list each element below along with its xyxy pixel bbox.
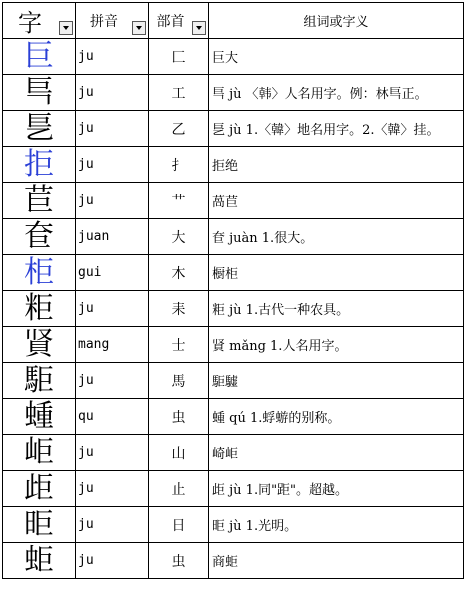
char-cell: 苣 <box>3 183 76 219</box>
pinyin-cell: juan <box>76 219 149 255</box>
table-row <box>3 399 464 435</box>
filter-dropdown-icon[interactable] <box>59 21 73 35</box>
char-cell: 蝩 <box>3 399 76 435</box>
definition-cell: 粔 jù 1.古代一种农具。 <box>209 291 464 327</box>
filter-dropdown-icon[interactable] <box>192 21 206 35</box>
definition-cell: 歫 jù 1.同"距"。超越。 <box>209 471 464 507</box>
radical-cell: 止 <box>149 471 209 507</box>
definition-cell: 蝩 qú 1.蜉蝣的别称。 <box>209 399 464 435</box>
char-cell: 巨 <box>3 39 76 75</box>
pinyin-cell: ju <box>76 291 149 327</box>
table-row <box>3 435 464 471</box>
table-row <box>3 543 464 579</box>
header-definition: 组词或字义 <box>303 15 369 30</box>
table-row <box>3 291 464 327</box>
radical-cell: 虫 <box>149 399 209 435</box>
definition-cell: 乬 jù 1.〈韓〉地名用字。2.〈韓〉挂。 <box>209 111 464 147</box>
definition-cell: 昛 jù 1.光明。 <box>209 507 464 543</box>
table-row <box>3 327 464 363</box>
radical-cell: 馬 <box>149 363 209 399</box>
table-row <box>3 183 464 219</box>
pinyin-cell: ju <box>76 75 149 111</box>
char-cell: 䝨 <box>3 327 76 363</box>
radical-cell: 日 <box>149 507 209 543</box>
pinyin-cell: ju <box>76 147 149 183</box>
definition-cell: 商蚷 <box>209 543 464 579</box>
character-table <box>2 2 464 579</box>
radical-cell: 木 <box>149 255 209 291</box>
radical-cell: 乙 <box>149 111 209 147</box>
definition-cell: 巨大 <box>209 39 464 75</box>
definition-cell: 奆 juàn 1.很大。 <box>209 219 464 255</box>
char-cell: 粔 <box>3 291 76 327</box>
pinyin-cell: ju <box>76 363 149 399</box>
pinyin-cell: qu <box>76 399 149 435</box>
pinyin-cell: ju <box>76 507 149 543</box>
definition-cell: 崎岠 <box>209 435 464 471</box>
definition-cell: 拒绝 <box>209 147 464 183</box>
char-cell: 巪 <box>3 75 76 111</box>
char-cell: 岠 <box>3 435 76 471</box>
filter-dropdown-icon[interactable] <box>132 21 146 35</box>
table-row <box>3 219 464 255</box>
header-definition-cell <box>209 3 464 39</box>
table-row <box>3 111 464 147</box>
table-row <box>3 39 464 75</box>
header-pinyin-cell <box>76 3 149 39</box>
char-cell: 拒 <box>3 147 76 183</box>
table-row <box>3 507 464 543</box>
radical-cell: 耒 <box>149 291 209 327</box>
header-row <box>3 3 464 39</box>
definition-cell: 橱柜 <box>209 255 464 291</box>
header-char-cell <box>3 3 76 39</box>
header-radical: 部首 <box>156 13 185 30</box>
definition-cell: 䝨 mǎng 1.人名用字。 <box>209 327 464 363</box>
pinyin-cell: ju <box>76 39 149 75</box>
pinyin-cell: gui <box>76 255 149 291</box>
definition-cell: 駏驉 <box>209 363 464 399</box>
radical-cell: 工 <box>149 75 209 111</box>
table-row <box>3 75 464 111</box>
header-radical-cell <box>149 3 209 39</box>
definition-cell: 巪 jù 〈韩〉人名用字。例：林巪正。 <box>209 75 464 111</box>
header-char: 字 <box>18 9 42 37</box>
radical-cell: 扌 <box>149 147 209 183</box>
char-cell: 蚷 <box>3 543 76 579</box>
header-pinyin: 拼音 <box>90 13 118 30</box>
pinyin-cell: ju <box>76 471 149 507</box>
radical-cell: 大 <box>149 219 209 255</box>
radical-cell: 艹 <box>149 183 209 219</box>
table-row <box>3 255 464 291</box>
definition-cell: 萵苣 <box>209 183 464 219</box>
pinyin-cell: ju <box>76 435 149 471</box>
pinyin-cell: ju <box>76 111 149 147</box>
radical-cell: 匚 <box>149 39 209 75</box>
table-row <box>3 147 464 183</box>
radical-cell: 山 <box>149 435 209 471</box>
table-row <box>3 363 464 399</box>
pinyin-cell: mang <box>76 327 149 363</box>
char-cell: 歫 <box>3 471 76 507</box>
char-cell: 柜 <box>3 255 76 291</box>
radical-cell: 士 <box>149 327 209 363</box>
table-row <box>3 471 464 507</box>
pinyin-cell: ju <box>76 183 149 219</box>
radical-cell: 虫 <box>149 543 209 579</box>
char-cell: 駏 <box>3 363 76 399</box>
char-cell: 乬 <box>3 111 76 147</box>
char-cell: 奆 <box>3 219 76 255</box>
pinyin-cell: ju <box>76 543 149 579</box>
char-cell: 昛 <box>3 507 76 543</box>
